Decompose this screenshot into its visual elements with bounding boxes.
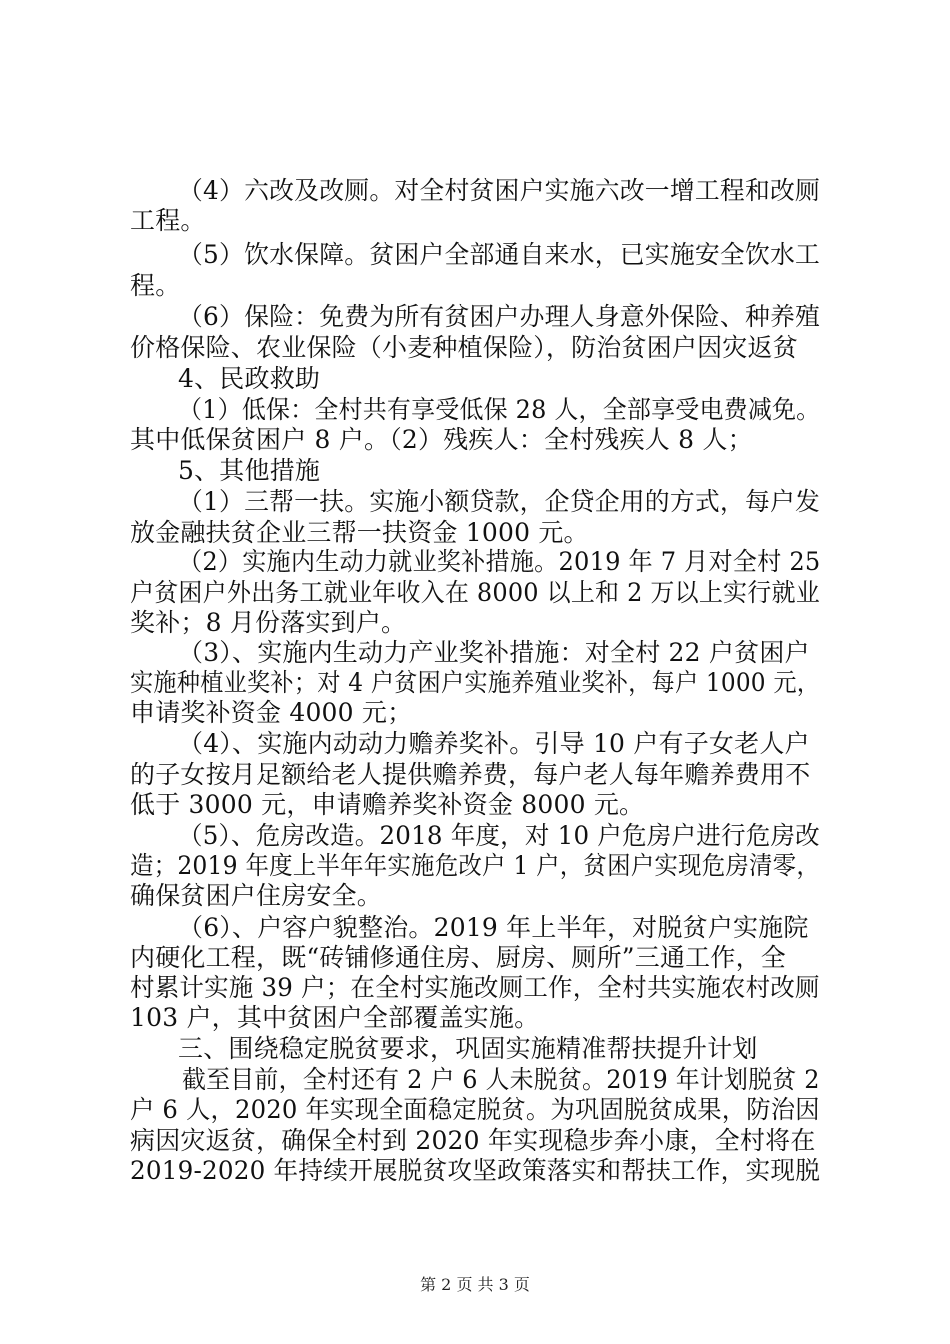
text-line: 工程。 xyxy=(130,206,206,235)
text-line: 户 6 人，2020 年实现全面稳定脱贫。为巩固脱贫成果，防治因 xyxy=(130,1095,820,1124)
text-line: 其中低保贫困户 8 户。（2）残疾人：全村残疾人 8 人； xyxy=(130,425,753,454)
text-line: （1）低保：全村共有享受低保 28 人，全部享受电费减免。 xyxy=(178,395,821,424)
text-line: 2019-2020 年持续开展脱贫攻坚政策落实和帮扶工作，实现脱 xyxy=(130,1156,821,1185)
text-line: 低于 3000 元，申请赡养奖补资金 8000 元。 xyxy=(130,790,645,819)
text-line: 103 户，其中贫困户全部覆盖实施。 xyxy=(130,1003,540,1032)
text-line: （3）、实施内生动力产业奖补措施：对全村 22 户贫困户 xyxy=(178,638,810,667)
text-line: 奖补；8 月份落实到户。 xyxy=(130,608,407,637)
section-heading: 三、围绕稳定脱贫要求，巩固实施精准帮扶提升计划 xyxy=(178,1034,758,1063)
text-line: （4）六改及改厕。对全村贫困户实施六改一增工程和改厕 xyxy=(178,176,821,205)
text-line: （5）、危房改造。2018 年度，对 10 户危房户进行危房改 xyxy=(178,821,820,850)
text-line: 放金融扶贫企业三帮一扶资金 1000 元。 xyxy=(130,518,589,547)
text-line: 村累计实施 39 户；在全村实施改厕工作，全村共实施农村改厕 xyxy=(130,973,820,1002)
text-line: （5）饮水保障。贫困户全部通自来水，已实施安全饮水工 xyxy=(178,240,821,269)
text-line: 户贫困户外出务工就业年收入在 8000 以上和 2 万以上实行就业 xyxy=(130,578,820,607)
text-line: 申请奖补资金 4000 元； xyxy=(130,698,413,727)
text-line: 价格保险、农业保险（小麦种植保险），防治贫困户因灾返贫 xyxy=(130,333,798,362)
text-line: （1）三帮一扶。实施小额贷款，企贷企用的方式，每户发 xyxy=(178,487,821,516)
text-line: 截至目前，全村还有 2 户 6 人未脱贫。2019 年计划脱贫 2 xyxy=(182,1065,820,1094)
text-line: 实施种植业奖补；对 4 户贫困户实施养殖业奖补，每户 1000 元， xyxy=(130,668,821,697)
text-line: 程。 xyxy=(130,271,181,300)
text-line: 造；2019 年度上半年年实施危改户 1 户，贫困户实现危房清零， xyxy=(130,851,821,880)
section-heading: 4、民政救助 xyxy=(178,364,321,393)
text-line: 的子女按月足额给老人提供赡养费，每户老人每年赡养费用不 xyxy=(130,760,811,789)
text-line: （6）保险：免费为所有贫困户办理人身意外保险、种养殖 xyxy=(178,302,821,331)
text-line: 内硬化工程，既“砖铺修通住房、厨房、厕所”三通工作，全 xyxy=(130,943,786,972)
text-line: （4）、实施内动动力赡养奖补。引导 10 户有子女老人户 xyxy=(178,729,810,758)
text-line: 病因灾返贫，确保全村到 2020 年实现稳步奔小康，全村将在 xyxy=(130,1126,816,1155)
text-line: （2）实施内生动力就业奖补措施。2019 年 7 月对全村 25 xyxy=(178,547,821,576)
section-heading: 5、其他措施 xyxy=(178,456,321,485)
page-number-footer: 第 2 页 共 3 页 xyxy=(420,1275,530,1294)
text-line: 确保贫困户住房安全。 xyxy=(130,881,383,910)
text-line: （6）、户容户貌整治。2019 年上半年，对脱贫户实施院 xyxy=(178,913,809,942)
